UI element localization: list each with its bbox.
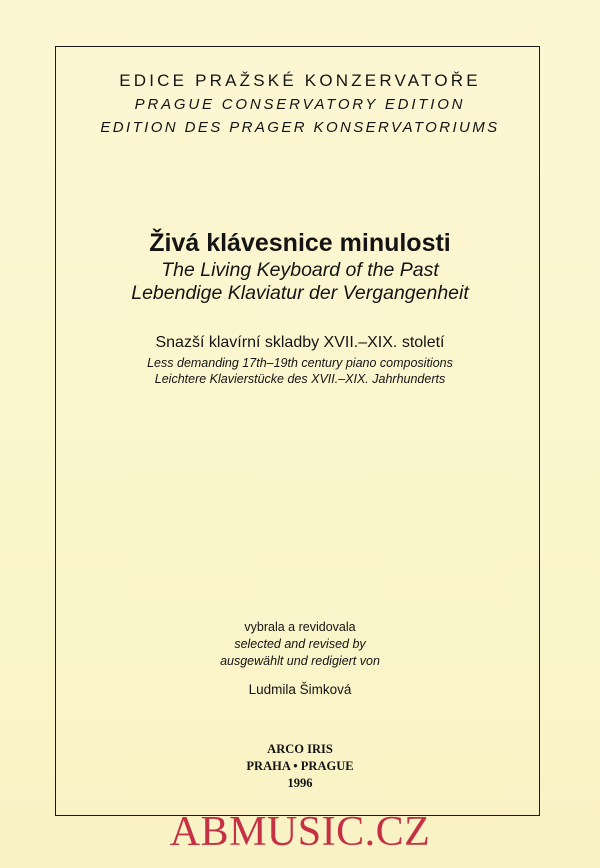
publisher-name: ARCO IRIS <box>267 742 333 756</box>
editor-credit-english: selected and revised by <box>234 637 366 651</box>
publisher-city: PRAHA • PRAGUE <box>246 759 354 773</box>
main-title-german: Lebendige Klaviatur der Vergangenheit <box>131 282 469 304</box>
main-title-english: The Living Keyboard of the Past <box>161 259 439 281</box>
publication-year: 1996 <box>287 776 313 790</box>
subtitle-english: Less demanding 17th–19th century piano compositions <box>147 356 453 370</box>
editor-name: Ludmila Šimková <box>248 682 352 697</box>
editor-credit-czech: vybrala a revidovala <box>244 620 356 634</box>
main-title-czech: Živá klávesnice minulosti <box>149 229 451 257</box>
cover-frame <box>55 46 540 816</box>
series-title-german: EDITION DES PRAGER KONSERVATORIUMS <box>100 119 500 136</box>
editor-credit-german: ausgewählt und redigiert von <box>220 654 380 668</box>
watermark-text: ABMUSIC.CZ <box>169 809 431 855</box>
subtitle-czech: Snazší klavírní skladby XVII.–XIX. století <box>155 334 445 351</box>
series-title-czech: EDICE PRAŽSKÉ KONZERVATOŘE <box>119 71 481 90</box>
subtitle-german: Leichtere Klavierstücke des XVII.–XIX. Jahrhunderts <box>154 372 446 386</box>
series-title-english: PRAGUE CONSERVATORY EDITION <box>134 96 466 113</box>
